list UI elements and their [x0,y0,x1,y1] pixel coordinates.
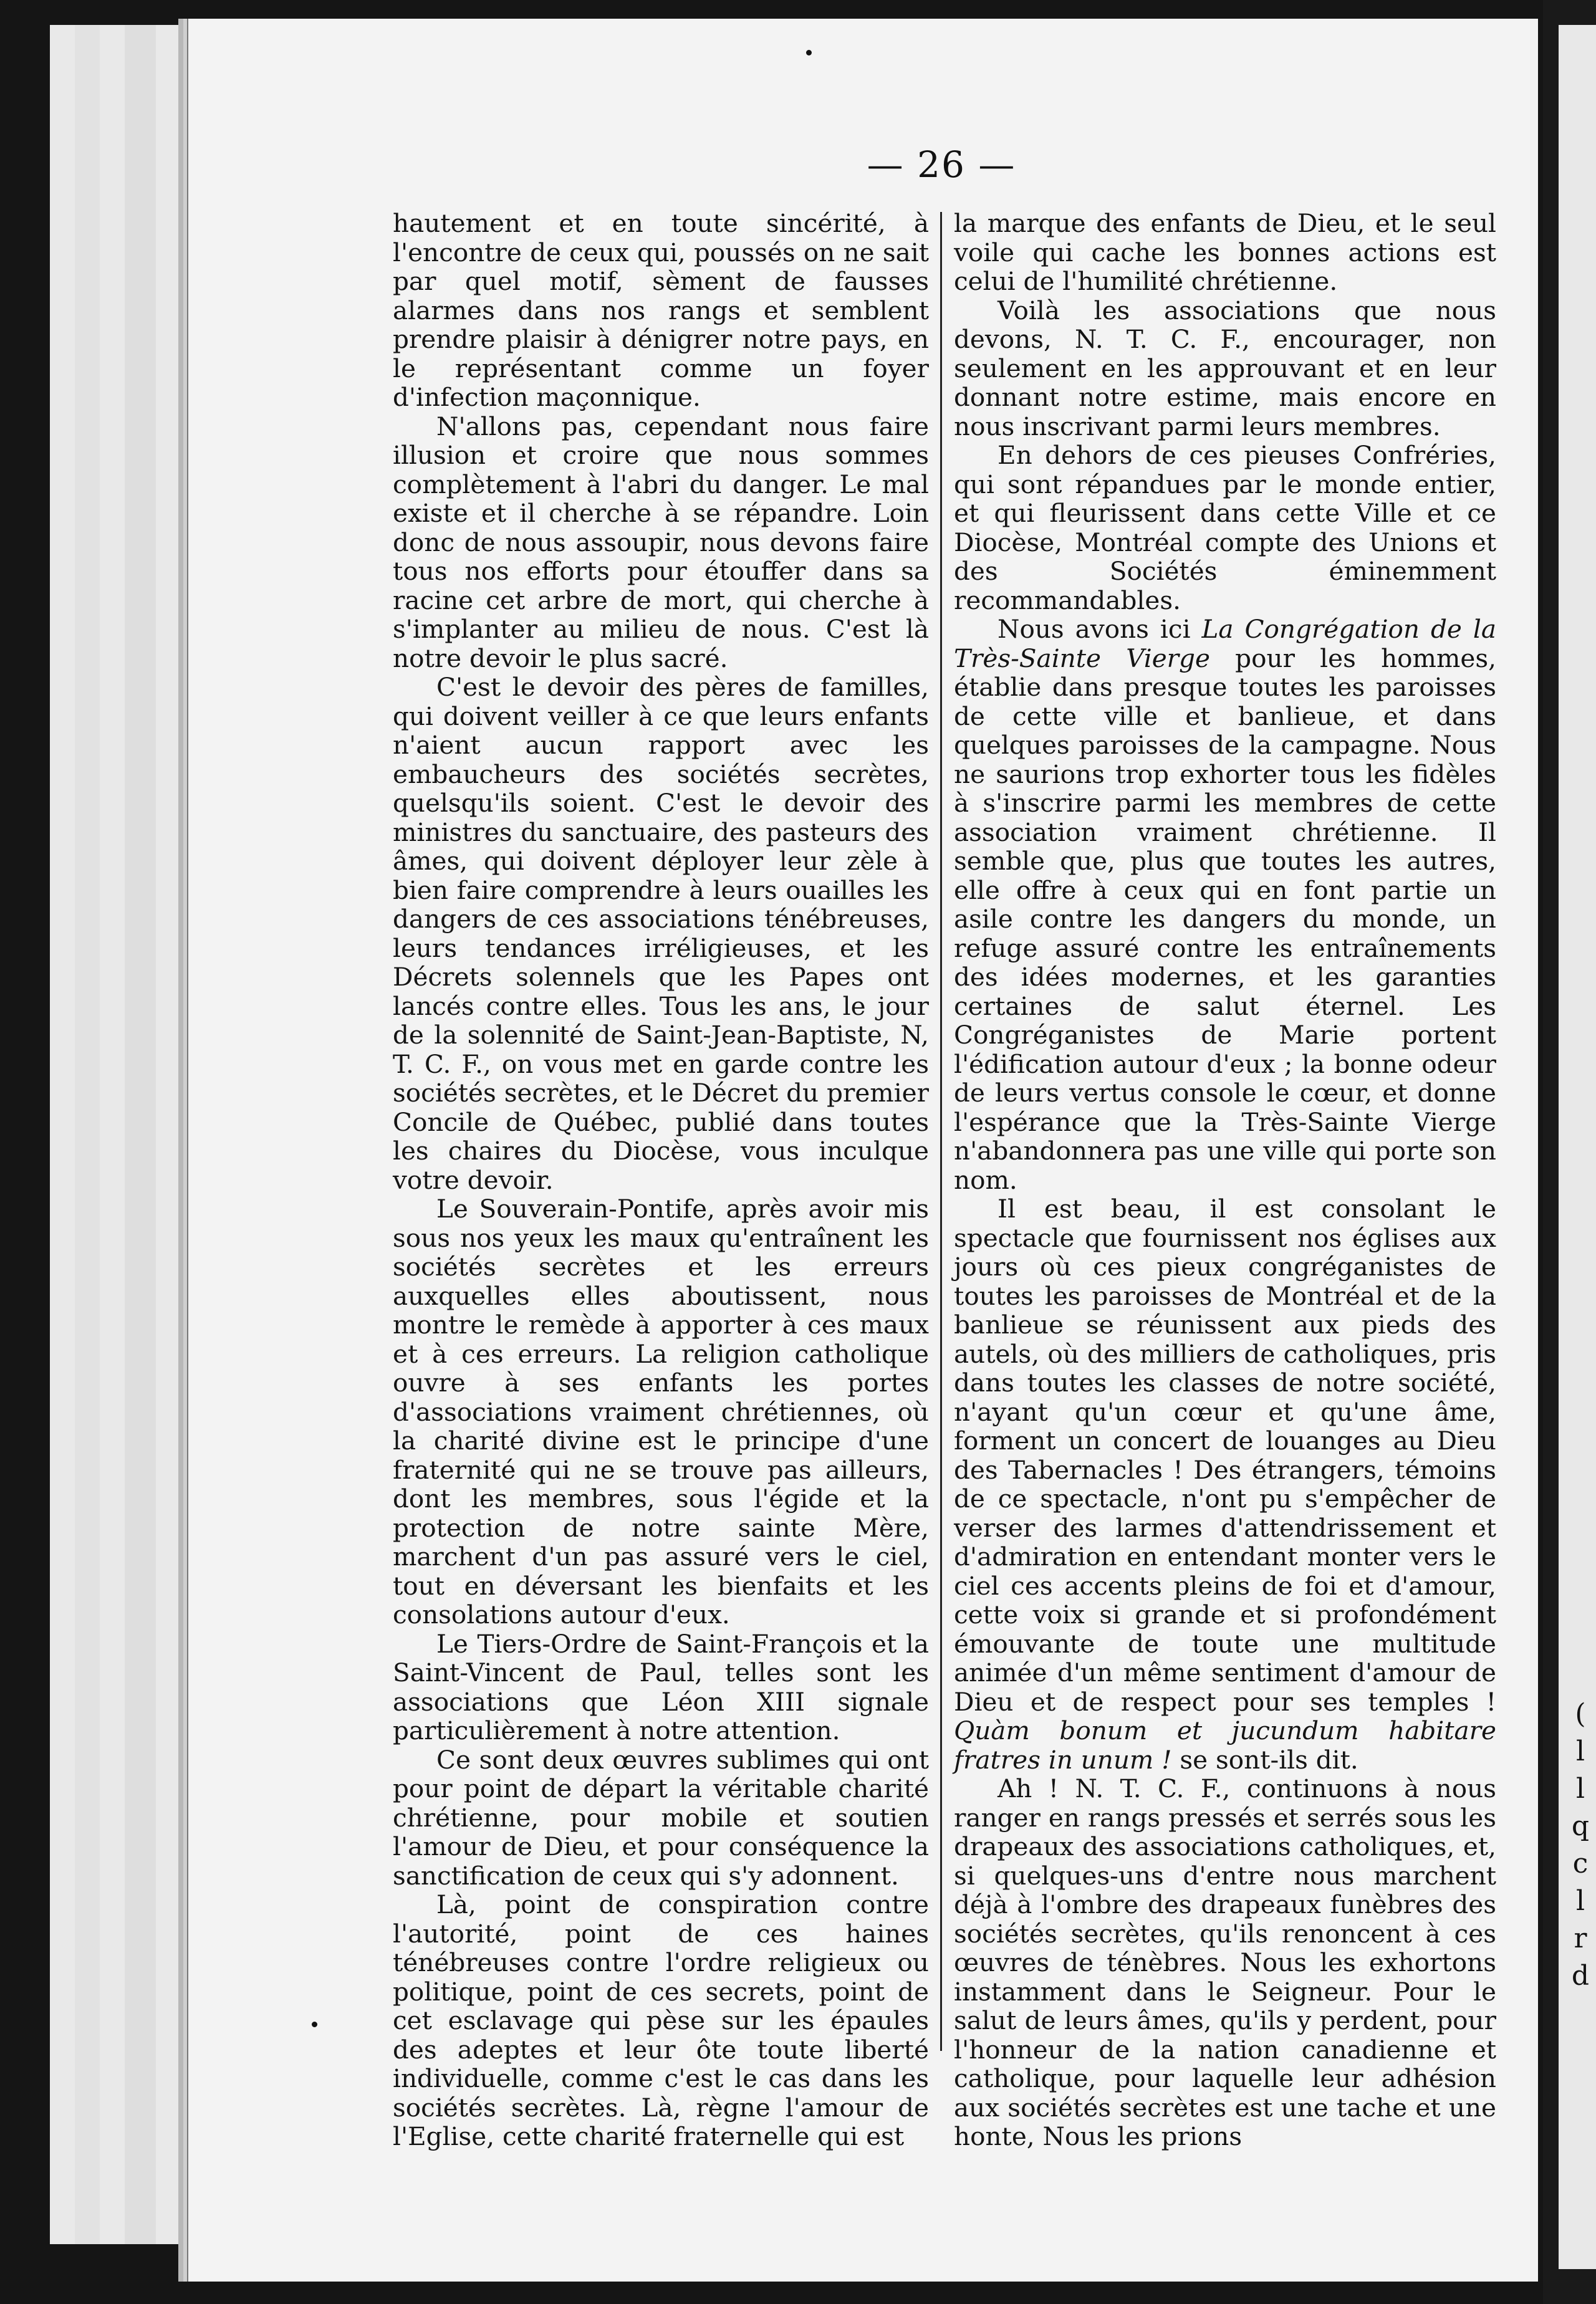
paragraph: N'allons pas, cependant nous faire illusion et croire que nous sommes complètement à l'abri du danger. Le mal existe et il cherche à se répandre. Loin donc de nous assoupir, nous devons faire tous nos efforts pour étouffer dans sa racine cet arbre de mort, qui cherche à s'implanter au milieu de nous. C'est là notre devoir le plus sacré. [393,411,929,673]
paragraph: Ce sont deux œuvres sublimes qui ont pour point de départ la véritable charité chrétienne, pour mobile et soutien l'amour de Dieu, et pour conséquence la sanctification de ceux qui s'y adonnent. [393,1744,929,1891]
ink-dot [312,2022,317,2027]
facing-page-letters [1568,1696,1593,1995]
paragraph: C'est le devoir des pères de familles, qui doivent veiller à ce que leurs enfants n'aient aucun rapport avec les embaucheurs des sociétés secrètes, quelsqu'ils soient. C'est le devoir des ministres du sanctuaire, des pasteurs des âmes, qui doivent déployer leur zèle à bien faire comprendre à leurs ouailles les dangers de ces associations ténébreuses, leurs tendances irréligieuses, et les Décrets solennels que les Papes ont lancés contre elles. Tous les ans, le jour de la solennité de Saint-Jean-Baptiste, N, T. C. F., on vous met en garde contre les sociétés secrètes, et le Décret du premier Concile de Québec, publié dans toutes les chaires du Diocèse, vous inculque votre devoir. [393,672,929,1195]
edge-letter: q [1571,1810,1590,1842]
paragraph: Nous avons ici La Congrégation de la Très-Sainte Vierge pour les hommes, établie dans presque toutes les paroisses de cette ville et banlieue, et dans quelques paroisses de la campagne. Nous ne saurions trop exhorter tous les fidèles à s'inscrire parmi les membres de cette association vraiment chrétienne. Il semble que, plus que toutes les autres, elle offre à ceux qui en font partie un asile contre les dangers du monde, un refuge assuré contre les entraînements des idées modernes, et les garanties certaines de salut éternel. Les Congréganistes de Marie portent l'édification autour d'eux ; la bonne odeur de leurs vertus console le cœur, et donne l'espérance que la Très-Sainte Vierge n'abandonnera pas une ville qui porte son nom. [954,614,1496,1195]
italic-text: La Congrégation de la Très-Sainte Vierge [954,614,1496,673]
edge-letter: l [1575,1735,1585,1767]
left-column [393,209,929,2151]
page-number: — 26 — [867,143,1016,186]
italic-text: Quàm bonum et jucundum habitare fratres in unum ! [954,1716,1496,1775]
paragraph: hautement et en toute sincérité, à l'encontre de ceux qui, poussés on ne sait par quel motif, sèment de fausses alarmes dans nos rangs et semblent prendre plaisir à dénigrer notre pays, en le représentant comme un foyer d'infection maçonnique. [393,208,929,412]
column-rule [940,212,942,2051]
paragraph: Ah ! N. T. C. F., continuons à nous ranger en rangs pressés et serrés sous les drapeaux des associations catholiques, et, si quelques-uns d'entre nous marchent déjà à l'ombre des drapeaux funèbres des sociétés secrètes, qu'ils renoncent à ces œuvres de ténèbres. Nous les exhortons instamment dans le Seigneur. Pour le salut de leurs âmes, qu'ils y perdent, pour l'honneur de la nation canadienne et catholique, pour laquelle leur adhésion aux sociétés secrètes est une tache et une honte, Nous les prions [954,1774,1496,2151]
right-column [954,209,1496,2151]
paragraph: En dehors de ces pieuses Confréries, qui sont répandues par le monde entier, et qui fleurissent dans cette Ville et ce Diocèse, Montréal compte des Unions et des Sociétés éminemment recommandables. [954,440,1496,615]
paragraph: Voilà les associations que nous devons, N. T. C. F., encourager, non seulement en les approuvant et en leur donnant notre estime, mais encore en nous inscrivant parmi leurs membres. [954,295,1496,441]
edge-letter: d [1571,1960,1590,1992]
paragraph: la marque des enfants de Dieu, et le seul voile qui cache les bonnes actions est celui de l'humilité chrétienne. [954,208,1496,296]
edge-letter: l [1575,1773,1585,1805]
paragraph: Le Souverain-Pontife, après avoir mis sous nos yeux les maux qu'entraînent les sociétés secrètes et les erreurs auxquelles elles aboutissent, nous montre le remède à apporter à ces maux et à ces erreurs. La religion catholique ouvre à ses enfants les portes d'associations vraiment chrétiennes, où la charité divine est le principe d'une fraternité qui ne se trouve pas ailleurs, dont les membres, sous l'égide et la protection de notre sainte Mère, marchent d'un pas assuré vers le ciel, tout en déversant les bienfaits et les consolations autour d'eux. [393,1194,929,1630]
edge-letter: c [1572,1848,1589,1879]
edge-letter: r [1574,1922,1587,1954]
edge-letter: l [1575,1885,1585,1917]
ink-dot [806,50,812,55]
paragraph: Il est beau, il est consolant le spectacle que fournissent nos églises aux jours où ces pieux congréganistes de toutes les paroisses de Montréal et de la banlieue se réunissent aux pieds des autels, où des milliers de catholiques, pris dans toutes les classes de notre société, n'ayant qu'un cœur et qu'une âme, forment un concert de louanges au Dieu des Tabernacles ! Des étrangers, témoins de ce spectacle, n'ont pu s'empêcher de verser des larmes d'attendrissement et d'admiration en entendant monter vers le ciel ces accents pleins de foi et d'amour, cette voix si grande et si profondément émouvante de toute une multitude animée d'un même sentiment d'amour de Dieu et de respect pour ses temples ! Quàm bonum et jucundum habitare fratres in unum ! se sont-ils dit. [954,1194,1496,1775]
paragraph: Là, point de conspiration contre l'autorité, point de ces haines ténébreuses contre l'ordre religieux ou politique, point de ces secrets, point de cet esclavage qui pèse sur les épaules des adeptes et leur ôte toute liberté individuelle, comme c'est le cas dans les sociétés secrètes. Là, règne l'amour de l'Eglise, cette charité fraternelle qui est [393,1889,929,2151]
edge-letter: ( [1575,1698,1586,1730]
paragraph: Le Tiers-Ordre de Saint-François et la Saint-Vincent de Paul, telles sont les associations que Léon XIII signale particulièrement à notre attention. [393,1628,929,1745]
